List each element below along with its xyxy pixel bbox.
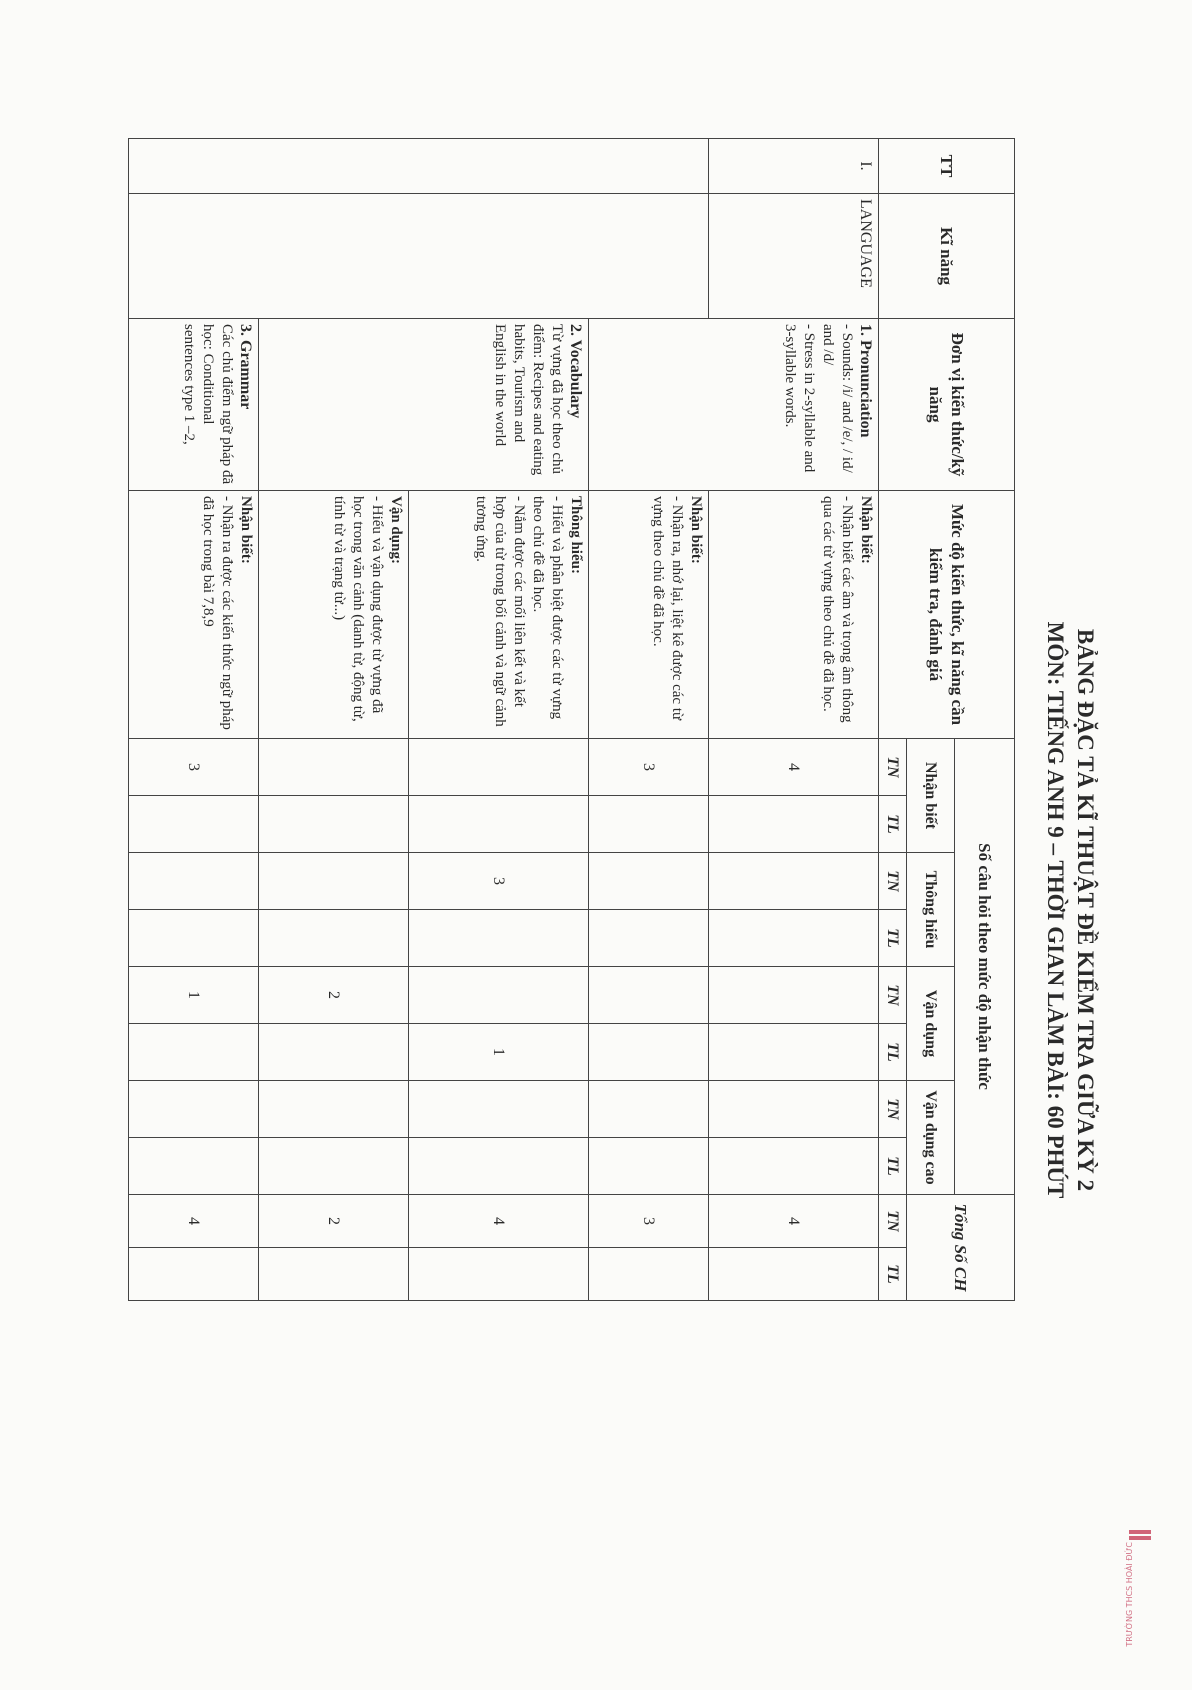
level-text: - Hiểu và vận dụng được từ vựng đã học trong văn cảnh (danh từ, động từ, tính từ và trạng từ...) bbox=[331, 496, 385, 722]
unit-vocabulary bbox=[259, 319, 589, 491]
count-cell bbox=[129, 1081, 259, 1138]
unit-body: Các chủ điểm ngữ pháp đã học: Conditional sentences type 1 –2, bbox=[181, 324, 235, 485]
count-cell: 4 bbox=[709, 739, 879, 796]
count-cell bbox=[709, 1138, 879, 1195]
header-tl: TL bbox=[879, 796, 907, 853]
header-tl: TL bbox=[879, 1248, 907, 1301]
count-cell bbox=[129, 853, 259, 910]
count-cell: 3 bbox=[589, 739, 709, 796]
total-cell: 4 bbox=[409, 1195, 589, 1248]
level-text: - Nhận ra được các kiến thức ngữ pháp đã học trong bài 7,8,9 bbox=[200, 496, 235, 730]
count-cell bbox=[589, 1138, 709, 1195]
count-cell bbox=[259, 910, 409, 967]
count-cell bbox=[409, 967, 589, 1024]
title-line-2: MÔN: TIẾNG ANH 9 – THỜI GIAN LÀM BÀI: 60 PHÚT bbox=[1043, 621, 1068, 1199]
header-skill: Kĩ năng bbox=[879, 194, 1015, 319]
total-cell bbox=[259, 1248, 409, 1301]
header-tn: TN bbox=[879, 1081, 907, 1138]
count-cell: 3 bbox=[409, 853, 589, 910]
level-title: Nhận biết: bbox=[858, 496, 874, 564]
school-stamp bbox=[1125, 1528, 1165, 1648]
section-number: I. bbox=[709, 139, 879, 194]
total-cell: 4 bbox=[129, 1195, 259, 1248]
title-line-1: BẢNG ĐẶC TẢ KĨ THUẬT ĐỀ KIỂM TRA GIỮA KỲ 2 bbox=[1073, 628, 1098, 1192]
level-cell bbox=[129, 491, 259, 739]
total-cell: 2 bbox=[259, 1195, 409, 1248]
header-level-application: Vận dụng bbox=[907, 967, 955, 1081]
count-cell bbox=[709, 853, 879, 910]
level-cell bbox=[259, 491, 409, 739]
unit-pronunciation bbox=[589, 319, 879, 491]
count-cell bbox=[259, 796, 409, 853]
header-tn: TN bbox=[879, 1195, 907, 1248]
header-unit: Đơn vị kiến thức/kỹ năng bbox=[879, 319, 1015, 491]
level-title: Nhận biết: bbox=[238, 496, 254, 564]
total-cell bbox=[129, 1248, 259, 1301]
unit-grammar bbox=[129, 319, 259, 491]
header-level-recognition: Nhận biết bbox=[907, 739, 955, 853]
total-cell bbox=[709, 1248, 879, 1301]
level-cell bbox=[589, 491, 709, 739]
count-cell bbox=[709, 1024, 879, 1081]
count-cell bbox=[129, 1024, 259, 1081]
count-cell: 1 bbox=[129, 967, 259, 1024]
count-cell bbox=[259, 1081, 409, 1138]
count-cell bbox=[409, 1138, 589, 1195]
header-tn: TN bbox=[879, 967, 907, 1024]
header-level: Mức độ kiến thức, kĩ năng cần kiểm tra, đánh giá bbox=[879, 491, 1015, 739]
header-tt: TT bbox=[879, 139, 1015, 194]
count-cell bbox=[709, 910, 879, 967]
count-cell: 1 bbox=[409, 1024, 589, 1081]
header-level-high-application: Vận dụng cao bbox=[907, 1081, 955, 1195]
level-text: - Nhận biết các âm và trọng âm thông qua các từ vựng theo chủ đề đã học. bbox=[820, 496, 855, 723]
header-tn: TN bbox=[879, 739, 907, 796]
level-title: Nhận biết: bbox=[688, 496, 704, 564]
document-title bbox=[1040, 130, 1100, 1690]
count-cell bbox=[589, 910, 709, 967]
count-cell bbox=[259, 739, 409, 796]
total-cell bbox=[589, 1248, 709, 1301]
unit-body: - Sounds: /i/ and /e/, / id/ and /d/ - Stress in 2-syllable and 3-syllable words. bbox=[782, 324, 855, 473]
count-cell bbox=[589, 796, 709, 853]
unit-title: 2. Vocabulary bbox=[567, 324, 584, 419]
count-cell bbox=[129, 796, 259, 853]
total-cell bbox=[409, 1248, 589, 1301]
header-level-understanding: Thông hiểu bbox=[907, 853, 955, 967]
total-cell: 4 bbox=[709, 1195, 879, 1248]
stamp-text: TRƯỜNG THCS HOÀI ĐỨC bbox=[1125, 1542, 1134, 1647]
count-cell bbox=[709, 1081, 879, 1138]
count-cell bbox=[409, 796, 589, 853]
level-title: Vận dụng: bbox=[388, 496, 404, 564]
level-cell bbox=[409, 491, 589, 739]
header-tl: TL bbox=[879, 910, 907, 967]
count-cell bbox=[259, 1024, 409, 1081]
count-cell bbox=[709, 967, 879, 1024]
count-cell bbox=[259, 853, 409, 910]
unit-title: 3. Grammar bbox=[237, 324, 254, 410]
count-cell bbox=[709, 796, 879, 853]
spec-table bbox=[128, 138, 1015, 1301]
count-cell bbox=[589, 967, 709, 1024]
section-skill: LANGUAGE bbox=[709, 194, 879, 319]
total-cell: 3 bbox=[589, 1195, 709, 1248]
count-cell bbox=[129, 910, 259, 967]
unit-body: Từ vựng đã học theo chủ điểm: Recipes and eating habits, Tourism and English in the world bbox=[492, 324, 565, 476]
count-cell bbox=[589, 1024, 709, 1081]
header-tl: TL bbox=[879, 1024, 907, 1081]
count-cell bbox=[129, 1138, 259, 1195]
count-cell bbox=[409, 1081, 589, 1138]
count-cell bbox=[589, 853, 709, 910]
count-cell bbox=[409, 910, 589, 967]
count-cell: 2 bbox=[259, 967, 409, 1024]
count-cell bbox=[259, 1138, 409, 1195]
count-cell bbox=[589, 1081, 709, 1138]
table-row bbox=[709, 139, 879, 1301]
header-tl: TL bbox=[879, 1138, 907, 1195]
header-tn: TN bbox=[879, 853, 907, 910]
header-total: Tổng Số CH bbox=[907, 1195, 1015, 1301]
count-cell: 3 bbox=[129, 739, 259, 796]
header-question-group: Số câu hỏi theo mức độ nhận thức bbox=[955, 739, 1015, 1195]
level-text: - Nhận ra, nhớ lại, liệt kê được các từ vựng theo chủ đề đã học. bbox=[650, 496, 685, 721]
table-row bbox=[589, 139, 709, 1301]
level-cell bbox=[709, 491, 879, 739]
unit-title: 1. Pronunciation bbox=[857, 324, 874, 438]
level-title: Thông hiểu: bbox=[568, 496, 584, 574]
level-text: - Hiểu và phân biệt được các từ vựng theo chủ đề đã học. - Nắm được các mối liên kết và kết hợp của từ trong bối cảnh và ngữ cảnh tương ứng. bbox=[473, 496, 565, 727]
rotated-page bbox=[100, 130, 1100, 1690]
count-cell bbox=[409, 739, 589, 796]
